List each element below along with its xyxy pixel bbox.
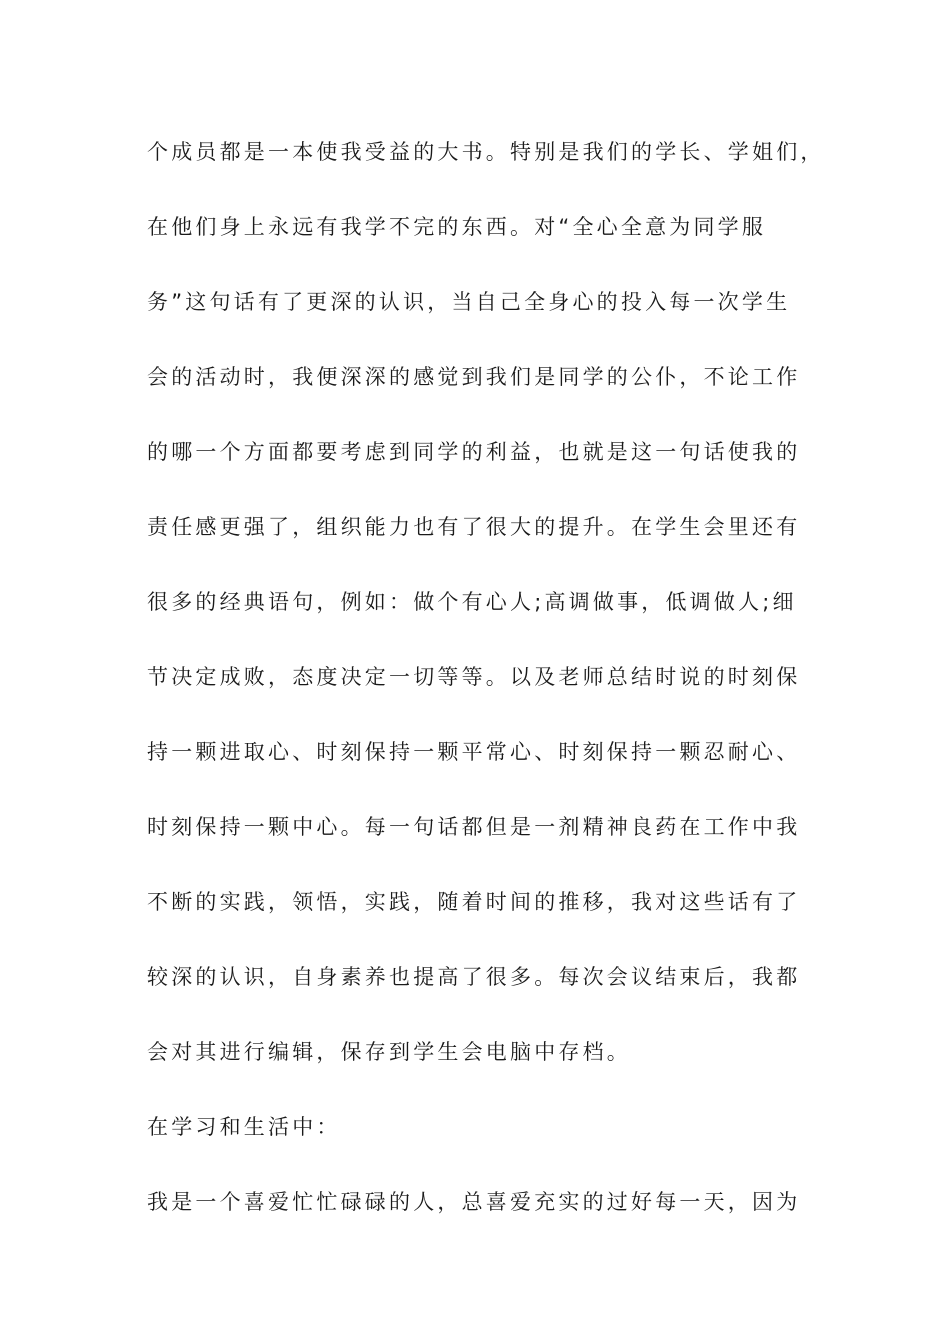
text-line: 很多的经典语句，例如：做个有心人;高调做事，低调做人;细 bbox=[147, 590, 797, 614]
text-line: 节决定成败，态度决定一切等等。以及老师总结时说的时刻保 bbox=[147, 665, 801, 689]
text-line: 务”这句话有了更深的认识，当自己全身心的投入每一次学生 bbox=[147, 290, 791, 314]
text-line: 个成员都是一本使我受益的大书。特别是我们的学长、学姐们， bbox=[147, 140, 825, 164]
text-line: 会对其进行编辑，保存到学生会电脑中存档。 bbox=[147, 1040, 631, 1064]
text-line: 在他们身上永远有我学不完的东西。对“全心全意为同学服 bbox=[147, 215, 767, 239]
text-line: 会的活动时，我便深深的感觉到我们是同学的公仆，不论工作 bbox=[147, 365, 801, 389]
text-line: 时刻保持一颗中心。每一句话都但是一剂精神良药在工作中我 bbox=[147, 815, 801, 839]
section-heading: 在学习和生活中： bbox=[147, 1115, 341, 1139]
text-line: 较深的认识，自身素养也提高了很多。每次会议结束后，我都 bbox=[147, 965, 801, 989]
text-line: 不断的实践，领悟，实践，随着时间的推移，我对这些话有了 bbox=[147, 890, 801, 914]
text-line: 责任感更强了，组织能力也有了很大的提升。在学生会里还有 bbox=[147, 515, 801, 539]
text-line: 持一颗进取心、时刻保持一颗平常心、时刻保持一颗忍耐心、 bbox=[147, 740, 801, 764]
text-line: 的哪一个方面都要考虑到同学的利益，也就是这一句话使我的 bbox=[147, 440, 801, 464]
text-line: 我是一个喜爱忙忙碌碌的人，总喜爱充实的过好每一天，因为 bbox=[147, 1190, 801, 1214]
